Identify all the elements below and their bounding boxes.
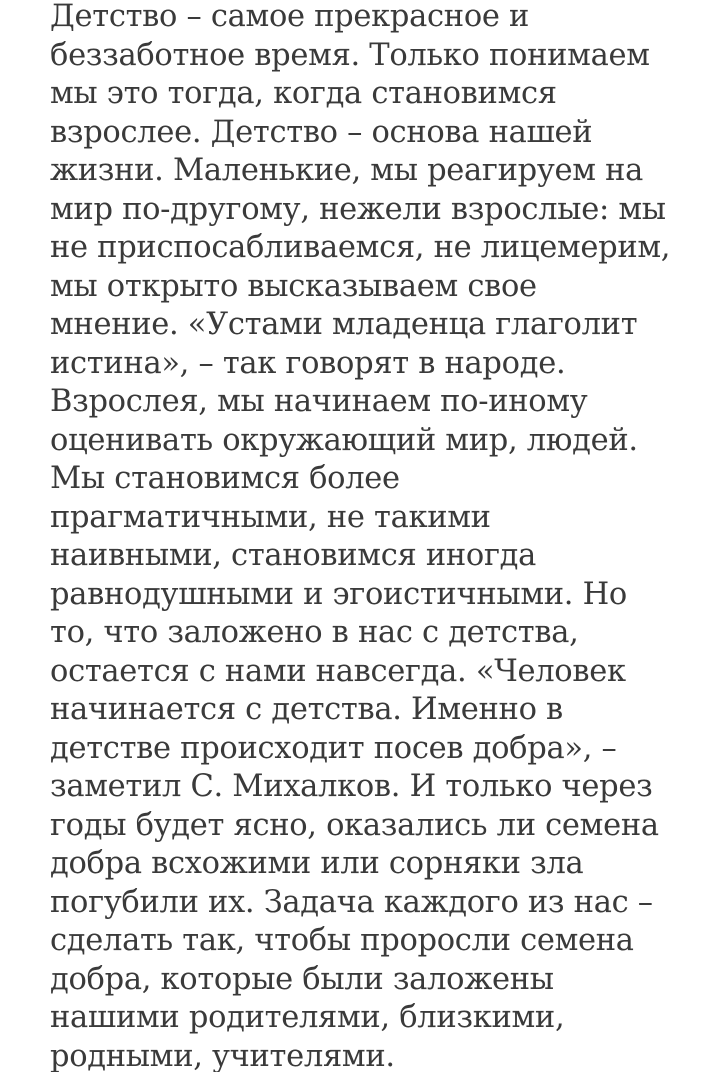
text-line: добра, которые были заложены: [50, 961, 554, 997]
text-line: оценивать окружающий мир, людей.: [50, 422, 638, 458]
text-line: добра всхожими или сорняки зла: [50, 846, 584, 881]
text-line: Детство – самое прекрасное и: [50, 0, 530, 34]
text-line: Мы становимся более: [50, 461, 400, 496]
text-line: погубили их. Задача каждого из нас –: [50, 884, 653, 920]
text-line: заметил С. Михалков. И только через: [50, 769, 653, 804]
text-line: мы открыто высказываем свое: [50, 268, 537, 304]
text-line: мир по-другому, нежели взрослые: мы: [50, 191, 666, 227]
essay-text: [50, 0, 710, 1072]
text-line: начинается с детства. Именно в: [50, 692, 563, 727]
text-line: беззаботное время. Только понимаем: [50, 37, 650, 73]
text-line: мы это тогда, когда становимся: [50, 76, 557, 111]
text-line: сделать так, чтобы проросли семена: [50, 923, 634, 958]
text-line: остается с нами навсегда. «Человек: [50, 653, 626, 689]
text-line: мнение. «Устами младенца глаголит: [50, 307, 638, 342]
text-line: истина», – так говорят в народе.: [50, 345, 566, 381]
text-line: прагматичными, не такими: [50, 499, 491, 535]
text-line: годы будет ясно, оказались ли семена: [50, 807, 659, 843]
text-line: жизни. Маленькие, мы реагируем на: [50, 153, 643, 188]
text-line: наивными, становимся иногда: [50, 538, 536, 573]
text-line: не приспосабливаемся, не лицемерим,: [50, 230, 671, 265]
text-line: родными, учителями.: [50, 1038, 395, 1072]
text-line: Взрослея, мы начинаем по-иному: [50, 384, 588, 419]
text-line: взрослее. Детство – основа нашей: [50, 114, 593, 150]
text-line: детстве происходит посев добра», –: [50, 730, 617, 766]
text-line: нашими родителями, близкими,: [50, 1000, 565, 1035]
text-line: равнодушными и эгоистичными. Но: [50, 576, 627, 612]
text-line: то, что заложено в нас с детства,: [50, 615, 579, 650]
